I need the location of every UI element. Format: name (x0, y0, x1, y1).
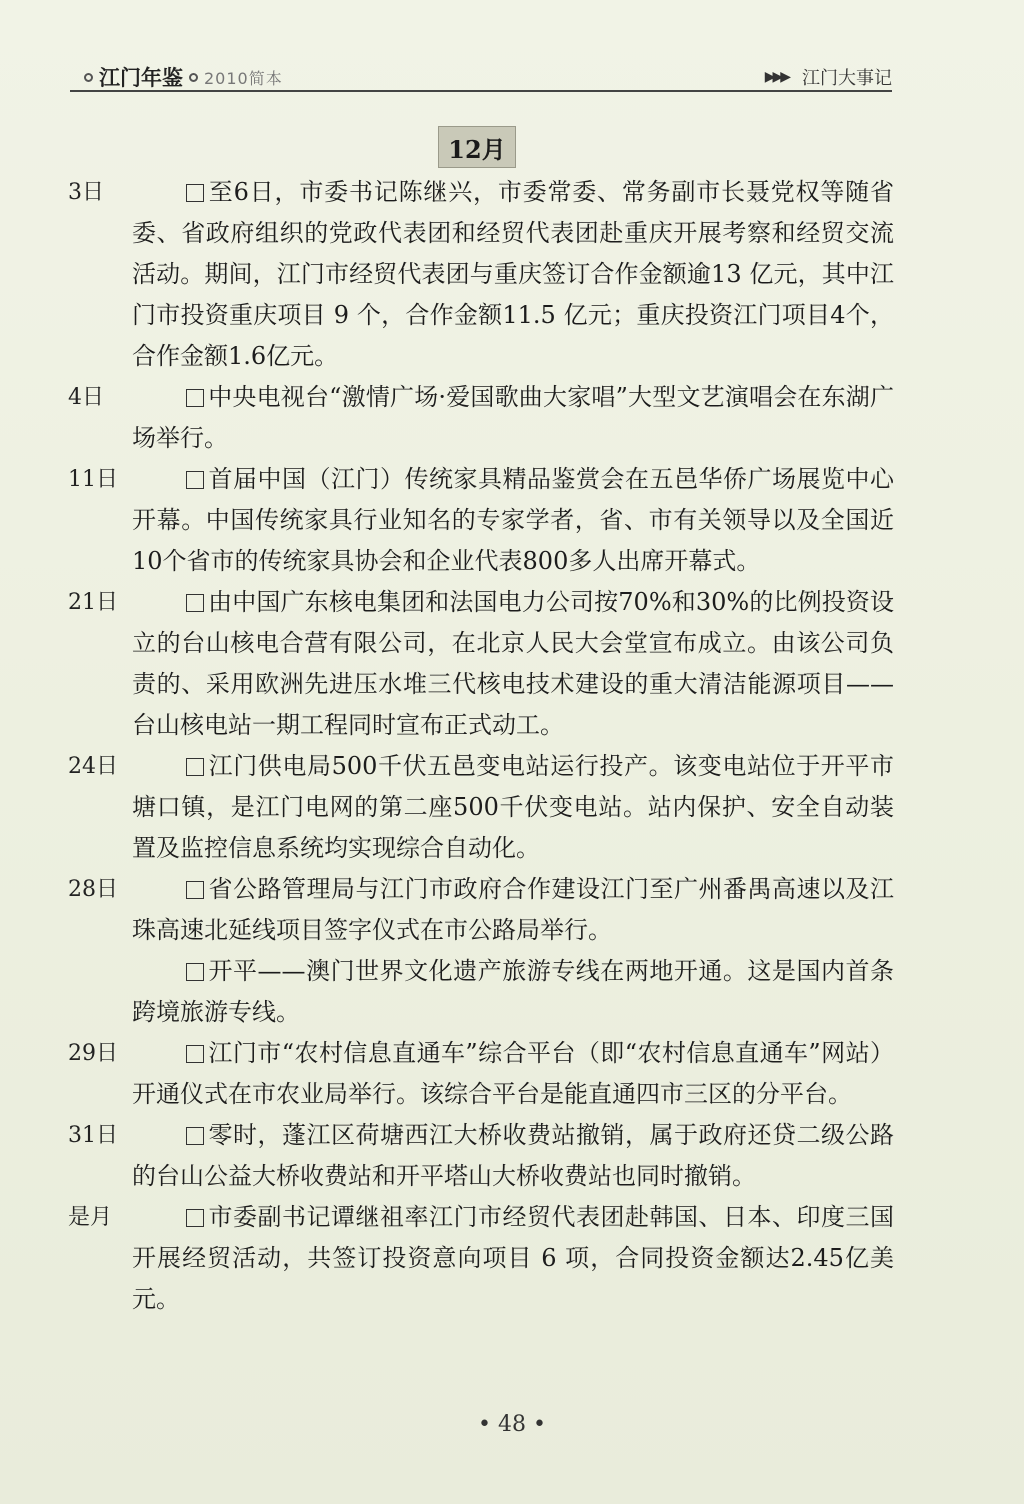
square-bullet-icon (186, 471, 204, 489)
header-divider (70, 90, 892, 92)
event-text: 零时，蓬江区荷塘西江大桥收费站撤销，属于政府还贷二级公路的台山公益大桥收费站和开平塔山大桥收费站也同时撤销。 (132, 1121, 894, 1190)
bullet-icon (84, 73, 93, 82)
event-text: 开平——澳门世界文化遗产旅游专线在两地开通。这是国内首条跨境旅游专线。 (132, 957, 894, 1026)
triple-arrow-icon: ▶▶▶ (764, 69, 788, 85)
event-entry (68, 869, 894, 951)
event-entry (68, 377, 894, 459)
event-text: 省公路管理局与江门市政府合作建设江门至广州番禺高速以及江珠高速北延线项目签字仪式在市公路局举行。 (132, 875, 894, 944)
event-date: 24日 (68, 754, 118, 779)
event-text: 至6日，市委书记陈继兴，市委常委、常务副市长聂党权等随省委、省政府组织的党政代表团和经贸代表团赴重庆开展考察和经贸交流活动。期间，江门市经贸代表团与重庆签订合作金额逾13 亿元，其中江门市投资重庆项目 9 个，合作金额11.5 亿元；重庆投资江门项目4个，合作金额1.6亿元。 (132, 178, 894, 370)
section-title: 江门大事记 (802, 68, 892, 89)
square-bullet-icon (186, 389, 204, 407)
square-bullet-icon (186, 881, 204, 899)
event-text: 江门市“农村信息直通车”综合平台（即“农村信息直通车”网站）开通仪式在市农业局举行。该综合平台是能直通四市三区的分平台。 (132, 1039, 894, 1108)
square-bullet-icon (186, 1209, 204, 1227)
header-book-title-group (78, 62, 283, 92)
event-entry (68, 1033, 894, 1115)
event-entry (68, 172, 894, 377)
event-entry (68, 1115, 894, 1197)
square-bullet-icon (186, 758, 204, 776)
header-section-group (765, 64, 892, 90)
event-entry (68, 1197, 894, 1320)
event-date: 4日 (68, 385, 104, 410)
book-title: 江门年鉴 (99, 65, 183, 90)
bullet-icon (189, 73, 198, 82)
event-date: 29日 (68, 1041, 118, 1066)
event-date: 28日 (68, 877, 118, 902)
event-entry (68, 746, 894, 869)
event-entry (68, 459, 894, 582)
square-bullet-icon (186, 1045, 204, 1063)
event-text: 江门供电局500千伏五邑变电站运行投产。该变电站位于开平市塘口镇，是江门电网的第二座500千伏变电站。站内保护、安全自动装置及监控信息系统均实现综合自动化。 (132, 752, 894, 862)
event-entry (68, 582, 894, 746)
event-entry (68, 951, 894, 1033)
event-text: 首届中国（江门）传统家具精品鉴赏会在五邑华侨广场展览中心开幕。中国传统家具行业知名的专家学者，省、市有关领导以及全国近10个省市的传统家具协会和企业代表800多人出席开幕式。 (132, 465, 894, 575)
event-text: 由中国广东核电集团和法国电力公司按70%和30%的比例投资设立的台山核电合营有限公司，在北京人民大会堂宣布成立。由该公司负责的、采用欧洲先进压水堆三代核电技术建设的重大清洁能源项目——台山核电站一期工程同时宣布正式动工。 (132, 588, 894, 739)
square-bullet-icon (186, 963, 204, 981)
event-date: 是月 (68, 1205, 113, 1230)
events-list (68, 172, 894, 1320)
event-date: 21日 (68, 590, 118, 615)
event-text: 市委副书记谭继祖率江门市经贸代表团赴韩国、日本、印度三国开展经贸活动，共签订投资意向项目 6 项，合同投资金额达2.45亿美元。 (132, 1203, 894, 1313)
event-date: 11日 (68, 467, 118, 492)
edition-label: 2010简本 (204, 68, 283, 88)
event-date: 3日 (68, 180, 104, 205)
event-date: 31日 (68, 1123, 118, 1148)
month-heading: 12月 (438, 126, 516, 168)
square-bullet-icon (186, 184, 204, 202)
running-header (70, 58, 892, 92)
page-number: • 48 • (478, 1412, 546, 1437)
event-text: 中央电视台“激情广场·爱国歌曲大家唱”大型文艺演唱会在东湖广场举行。 (132, 383, 894, 452)
square-bullet-icon (186, 1127, 204, 1145)
square-bullet-icon (186, 594, 204, 612)
